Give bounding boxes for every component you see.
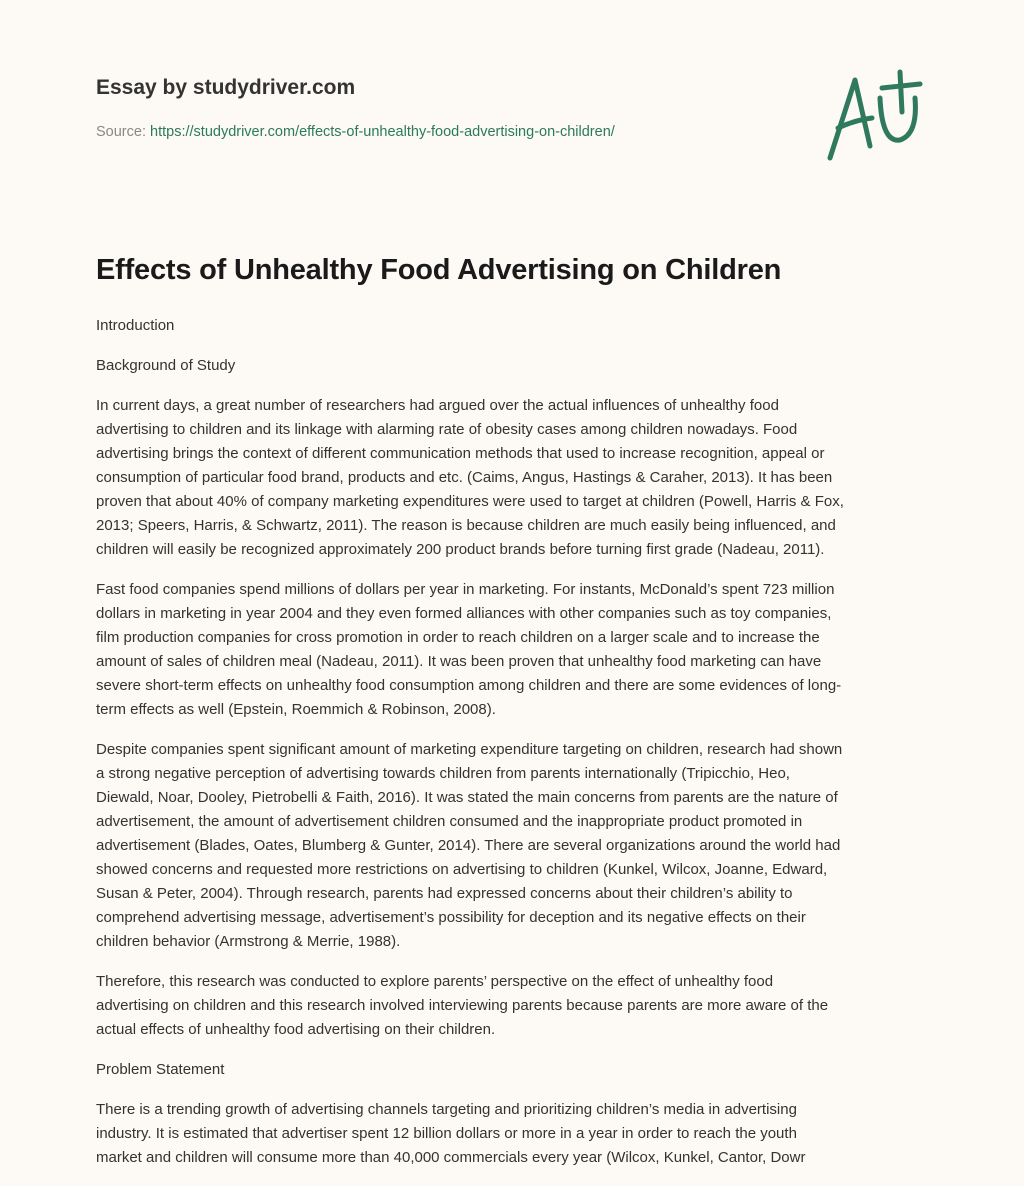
section-heading xyxy=(96,354,936,378)
text-line: advertising on children and this research involved interviewing parents because parents are more aware of the xyxy=(96,997,829,1014)
text-line: children will easily be recognized approximately 200 product brands before turning first grade (Nadeau, 2011). xyxy=(96,541,825,558)
text-line: market and children will consume more than 40,000 commercials every year (Wilcox, Kunkel, Cantor, Dowr xyxy=(96,1149,806,1166)
text-line: consumption of particular food brand, products and etc. (Caims, Angus, Hastings & Caraher, 2013). It has been xyxy=(96,469,833,486)
text-line: advertising brings the context of different communication methods that used to increase recognition, appeal or xyxy=(96,445,825,462)
text-line: 2013; Speers, Harris, & Schwartz, 2011). The reason is because children are much easily being influenced, and xyxy=(96,517,836,534)
paragraph xyxy=(96,1098,936,1170)
text-line: Therefore, this research was conducted to explore parents’ perspective on the effect of unhealthy food xyxy=(96,973,774,990)
text-line: a strong negative perception of advertising towards children from parents internationally (Tripicchio, Heo, xyxy=(96,765,790,782)
paragraph xyxy=(96,970,936,1042)
paragraph xyxy=(96,738,936,954)
text-line: Background of Study xyxy=(96,357,236,374)
text-line: film production companies for cross promotion in order to reach children on a larger scale and to increase the xyxy=(96,629,820,646)
text-line: term effects as well (Epstein, Roemmich & Robinson, 2008). xyxy=(96,701,496,718)
text-line: amount of sales of children meal (Nadeau, 2011). It was been proven that unhealthy food marketing can have xyxy=(96,653,822,670)
text-line: advertisement, the amount of advertisement children consumed and the inappropriate product promoted in xyxy=(96,813,803,830)
source-line xyxy=(96,124,615,140)
text-line: severe short-term effects on unhealthy food consumption among children and there are some evidences of long- xyxy=(96,677,842,694)
text-line: Introduction xyxy=(96,317,175,334)
text-line: proven that about 40% of company marketing expenditures were used to target at children (Powell, Harris & Fox, xyxy=(96,493,844,510)
text-line: industry. It is estimated that advertiser spent 12 billion dollars or more in a year in order to reach the youth xyxy=(96,1125,797,1142)
text-line: Susan & Peter, 2004). Through research, parents had expressed concerns about their children’s ability to xyxy=(96,885,793,902)
text-line: advertising to children and its linkage with alarming rate of obesity cases among children nowadays. Food xyxy=(96,421,798,438)
text-line: actual effects of unhealthy food advertising on their children. xyxy=(96,1021,496,1038)
section-heading xyxy=(96,314,936,338)
text-line: Problem Statement xyxy=(96,1061,225,1078)
text-line: Diewald, Noar, Dooley, Pietrobelli & Faith, 2016). It was stated the main concerns from parents are the nature of xyxy=(96,789,838,806)
essay-body xyxy=(96,314,936,1186)
text-line: There is a trending growth of advertising channels targeting and prioritizing children’s media in advertising xyxy=(96,1101,797,1118)
text-line: dollars in marketing in year 2004 and they even formed alliances with other companies such as toy companies, xyxy=(96,605,832,622)
paragraph xyxy=(96,578,936,722)
source-link[interactable]: https://studydriver.com/effects-of-unhealthy-food-advertising-on-children/ xyxy=(150,124,615,140)
site-brand: Essay by studydriver.com xyxy=(96,76,356,99)
text-line: comprehend advertising message, advertisement’s possibility for deception and its negative effects on their xyxy=(96,909,806,926)
source-label: Source: xyxy=(96,124,146,140)
a-plus-logo-icon xyxy=(820,68,930,168)
text-line: Despite companies spent significant amount of marketing expenditure targeting on children, research had shown xyxy=(96,741,843,758)
paragraph xyxy=(96,394,936,562)
page-title: Effects of Unhealthy Food Advertising on Children xyxy=(96,254,782,286)
text-line: In current days, a great number of researchers had argued over the actual influences of unhealthy food xyxy=(96,397,779,414)
text-line: children behavior (Armstrong & Merrie, 1988). xyxy=(96,933,401,950)
text-line: Fast food companies spend millions of dollars per year in marketing. For instants, McDonald’s spent 723 million xyxy=(96,581,835,598)
text-line: advertisement (Blades, Oates, Blumberg & Gunter, 2014). There are several organizations around the world had xyxy=(96,837,841,854)
text-line: showed concerns and requested more restrictions on advertising to children (Kunkel, Wilcox, Joanne, Edward, xyxy=(96,861,828,878)
section-heading xyxy=(96,1058,936,1082)
